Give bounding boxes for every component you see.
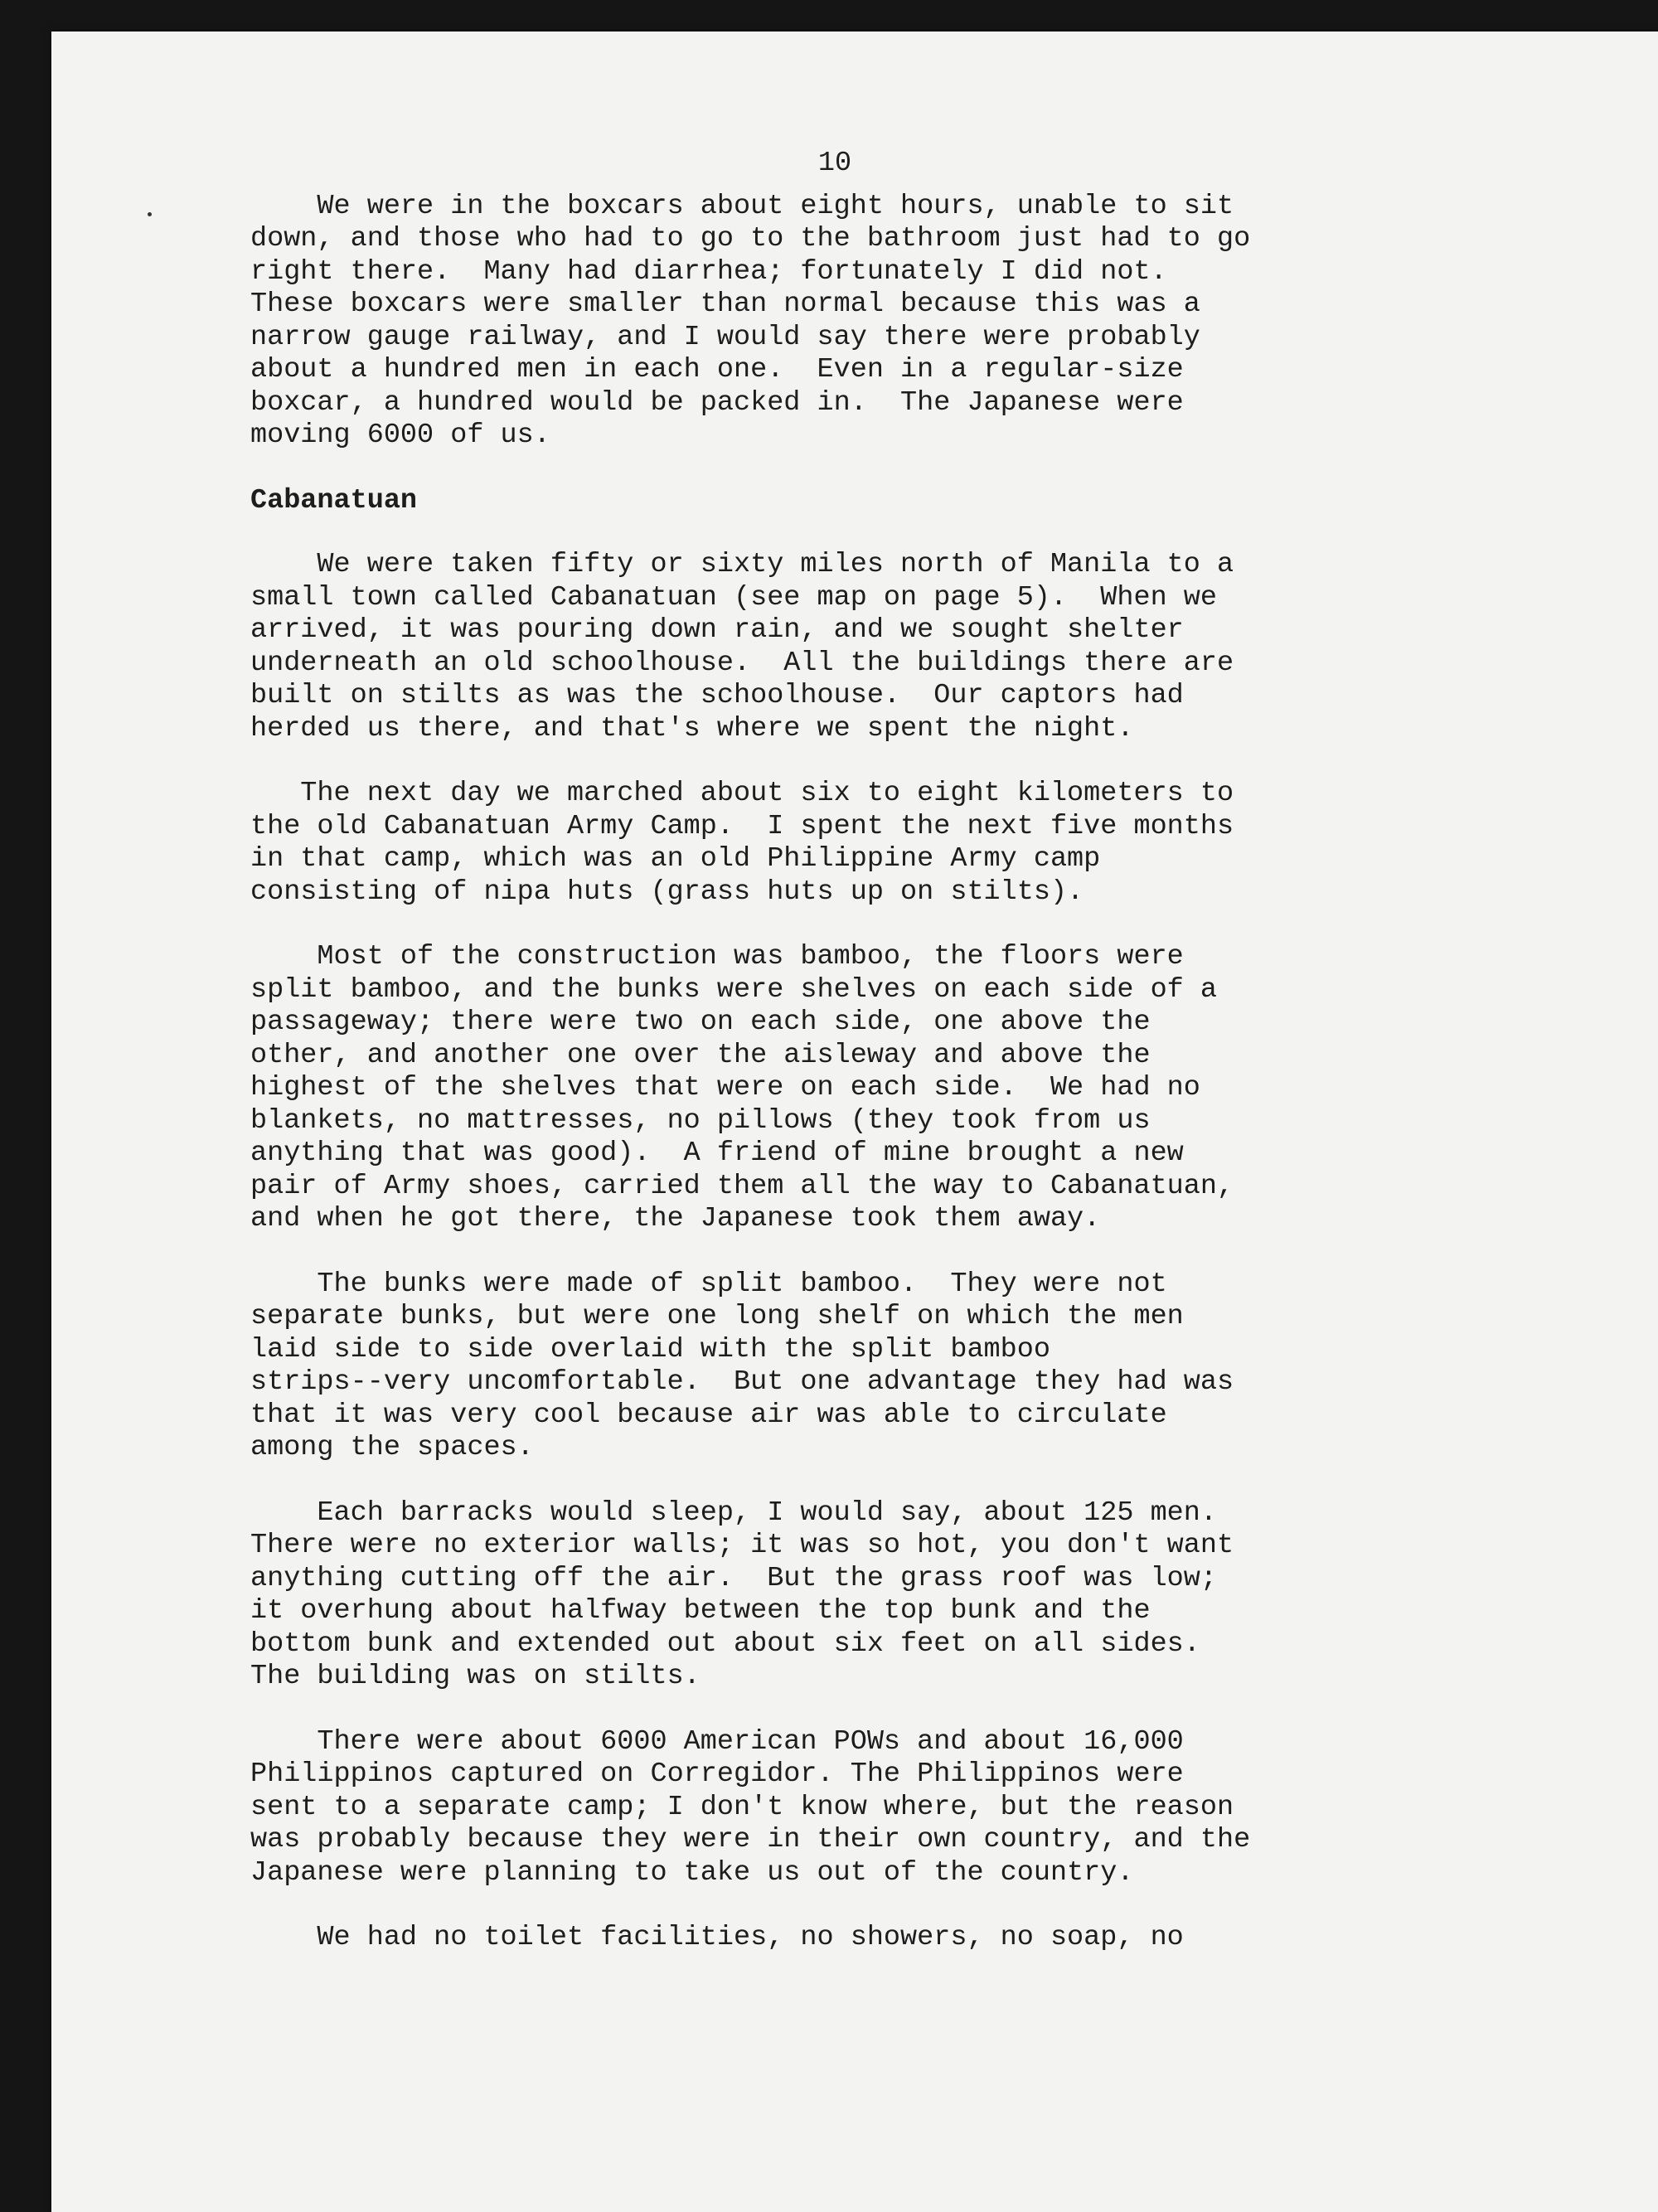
paragraph-march: The next day we marched about six to eight kilometers to the old Cabanatuan Army Camp. I spent the next five months in that camp, which was an old Philippine Army camp consisting of nipa huts (grass huts up on stilts). bbox=[250, 778, 1234, 908]
stray-mark bbox=[148, 212, 152, 216]
paragraph-arrival: We were taken fifty or sixty miles north of Manila to a small town called Cabanatuan (see map on page 5). When we arrived, it was pouring down rain, and we sought shelter underneath an old schoolhouse. All the buildings there are built on stilts as was the schoolhouse. Our captors had herded us there, and that's where we spent the night. bbox=[250, 549, 1234, 745]
paragraph-boxcars: We were in the boxcars about eight hours, unable to sit down, and those who had to go to the bathroom just had to go right there. Many had diarrhea; fortunately I did not. These boxcars were smaller than normal because this was a narrow gauge railway, and I would say there were probably about a hundred men in each one. Even in a regular-size boxcar, a hundred would be packed in. The Japanese were moving 6000 of us. bbox=[250, 190, 1251, 451]
paragraph-prisoners: There were about 6000 American POWs and about 16,000 Philippinos captured on Corregidor. The Philippinos were sent to a separate camp; I don't know where, but the reason was probably because they were in their own country, and the Japanese were planning to take us out of the country. bbox=[250, 1725, 1251, 1889]
section-heading: Cabanatuan bbox=[250, 484, 418, 517]
paragraph-barracks: Each barracks would sleep, I would say, about 125 men. There were no exterior walls; it was so hot, you don't want anything cutting off the air. But the grass roof was low; it overhung about halfway between the top bunk and the bottom bunk and extended out about six feet on all sides. The building was on stilts. bbox=[250, 1496, 1234, 1692]
paragraph-bunks: The bunks were made of split bamboo. They were not separate bunks, but were one long shelf on which the men laid side to side overlaid with the split bamboo strips--very uncomfortable. But one advantage they had was that it was very cool because air was able to circulate among the spaces. bbox=[250, 1268, 1234, 1463]
page-number: 10 bbox=[817, 148, 852, 179]
paragraph-construction: Most of the construction was bamboo, the floors were split bamboo, and the bunks were shelves on each side of a passageway; there were two on each side, one above the other, and another one over the aisleway and above the highest of the shelves that were on each side. We had no blankets, no mattresses, no pillows (they took from us anything that was good). A friend of mine brought a new pair of Army shoes, carried them all the way to Cabanatuan, and when he got there, the Japanese took them away. bbox=[250, 941, 1234, 1235]
paragraph-facilities: We had no toilet facilities, no showers, no soap, no bbox=[250, 1922, 1184, 1953]
page-text bbox=[250, 148, 1510, 1987]
